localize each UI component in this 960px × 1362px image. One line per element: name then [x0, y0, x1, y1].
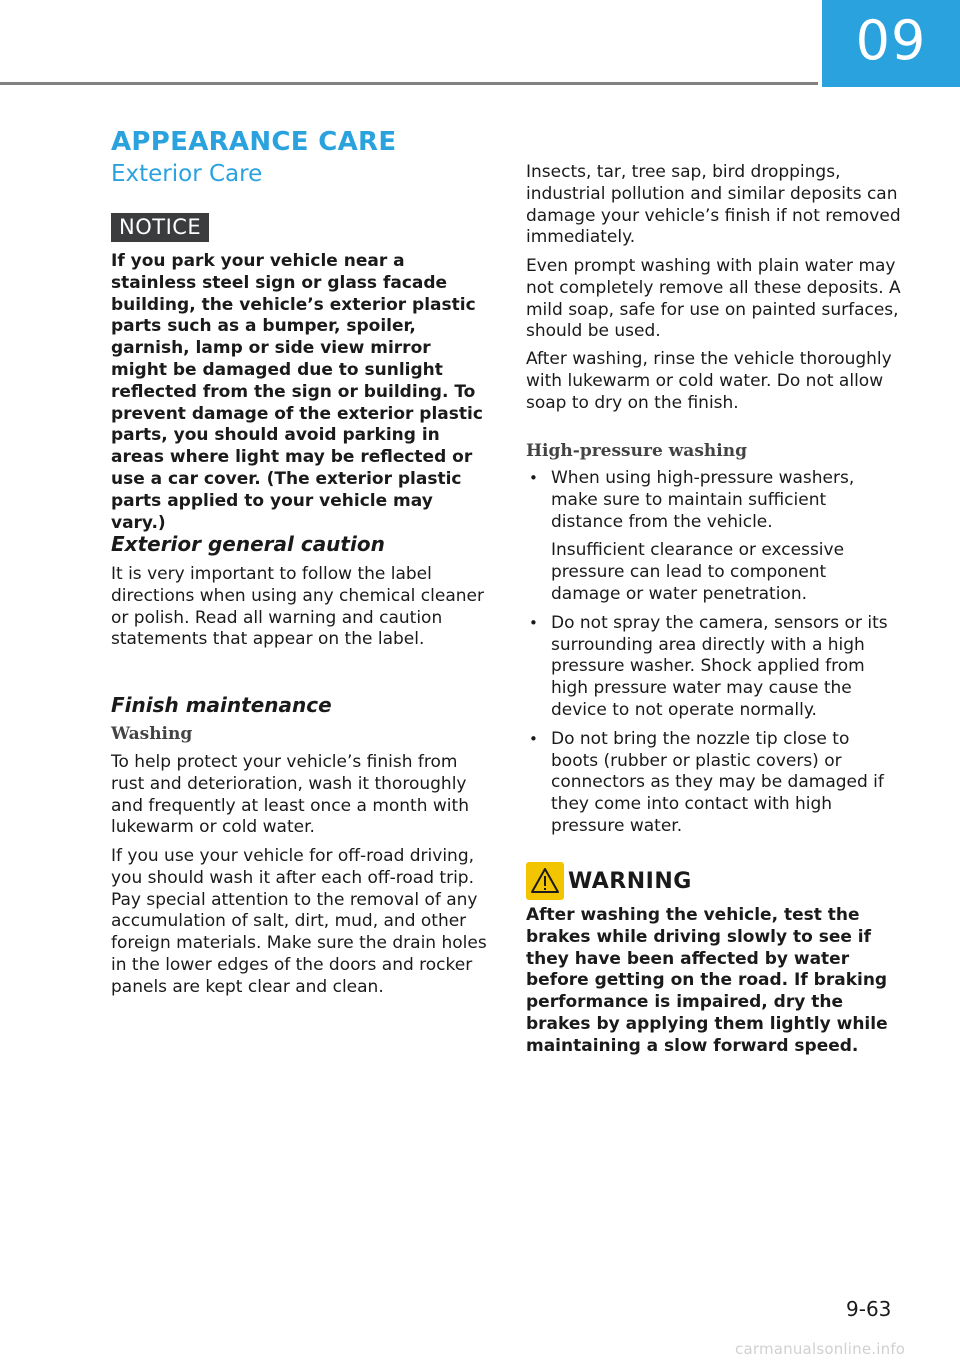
list-item: [526, 613, 896, 722]
bullet-text: Do not bring the nozzle tip close to boots (rubber or plastic covers) or connectors as they may be damaged if they come into contact with high pressure water.: [551, 728, 884, 836]
page-number: 9-63: [846, 1297, 892, 1321]
high-pressure-list: [526, 468, 896, 838]
chapter-tab: [822, 0, 960, 87]
notice-badge: NOTICE: [111, 213, 209, 242]
watermark: carmanualsonline.info: [735, 1340, 906, 1358]
notice-text: If you park your vehicle near a stainless steel sign or glass facade building, the vehicle’s exterior plastic parts such as a bumper, spoiler, garnish, lamp or side view mirror might be damaged due to sunlight reflected from the sign or building. To prevent damage of the exterior plastic parts, you should avoid parking in areas where light may be reflected or use a car cover. (The exterior plastic parts applied to your vehicle may vary.): [111, 251, 483, 533]
subsection-title: Exterior Care: [111, 161, 263, 187]
general-caution-heading: Exterior general caution: [111, 532, 385, 556]
header-rule: [0, 82, 818, 85]
general-caution-text: It is very important to follow the label directions when using any chemical cleaner or polish. Read all warning and caution statements that appear on the label.: [111, 564, 484, 650]
washing-heading: Washing: [111, 724, 193, 744]
warning-header: [526, 861, 692, 901]
rinse-paragraph: After washing, rinse the vehicle thoroughly with lukewarm or cold water. Do not allow soap to dry on the finish.: [526, 349, 892, 413]
bullet-extra-text: Insufficient clearance or excessive pressure can lead to component damage or water penetration.: [551, 540, 845, 604]
washing-paragraph-2: If you use your vehicle for off-road driving, you should wash it after each off-road trip. Pay special attention to the removal of any accumulation of salt, dirt, mud, and other foreign materials. Make sure the drain holes in the lower edges of the doors and rocker panels are kept clear and clean.: [111, 846, 487, 997]
chapter-number: 09: [855, 9, 927, 72]
warning-triangle-icon: [526, 862, 564, 900]
finish-maintenance-heading: Finish maintenance: [111, 693, 332, 717]
washing-paragraph-1: To help protect your vehicle’s finish from rust and deterioration, wash it thoroughly and frequently at least once a month with lukewarm or cold water.: [111, 752, 469, 838]
bullet-text: Do not spray the camera, sensors or its surrounding area directly with a high pressure washer. Shock applied from high pressure water may cause the device to not operate normally.: [551, 612, 888, 720]
list-item: [526, 729, 896, 838]
section-title: APPEARANCE CARE: [111, 127, 397, 157]
prompt-washing-paragraph: Even prompt washing with plain water may not completely remove all these deposits. A mild soap, safe for use on painted surfaces, should be used.: [526, 256, 901, 342]
deposits-paragraph: Insects, tar, tree sap, bird droppings, industrial pollution and similar deposits can damage your vehicle’s finish if not removed immediately.: [526, 162, 901, 248]
warning-text: After washing the vehicle, test the brakes while driving slowly to see if they have been affected by water before getting on the road. If braking performance is impaired, dry the brakes by applying them lightly while maintaining a slow forward speed.: [526, 905, 888, 1056]
bullet-text: When using high-pressure washers, make sure to maintain sufficient distance from the vehicle.: [551, 468, 855, 532]
list-item: [526, 468, 896, 606]
high-pressure-heading: High-pressure washing: [526, 441, 747, 461]
warning-title: WARNING: [568, 868, 692, 894]
